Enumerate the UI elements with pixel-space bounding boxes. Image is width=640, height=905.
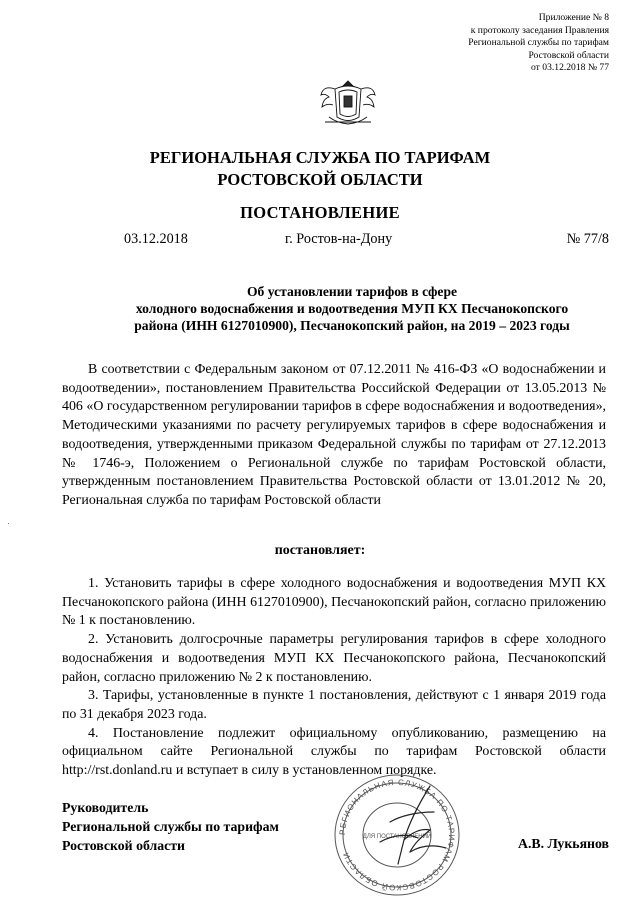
document-date: 03.12.2018 — [124, 231, 188, 247]
resolution-item: 2. Установить долгосрочные параметры регулирования тарифов в сфере холодного водоснабжения и водоотведения МУП КХ Песчанокопского района, Песчанокопский район, согласно приложению № 2 к постановлению. — [62, 632, 606, 685]
signatory-title-line: Ростовской области — [62, 838, 186, 853]
seal-inner-text: ДЛЯ ПОСТАНОВЛЕНИЙ — [362, 834, 432, 840]
coat-of-arms-icon — [315, 77, 381, 127]
document-subject — [62, 283, 640, 334]
preamble-paragraph: В соответствии с Федеральным законом от 07.12.2011 № 416-ФЗ «О водоснабжении и водоотведении», постановлением Правительства Российской Федерации от 13.05.2013 № 406 «О государственном регулировании тарифов в сфере водоснабжения и водоотведения», Методическими указаниями по расчету регулируемых тарифов в сфере водоснабжения и водоотведения, утвержденными приказом Федеральной службы по тарифам от 27.12.2013 № 1746-э, Положением о Региональной службе по тарифам Ростовской области, утвержденным постановлением Правительства Ростовской области от 13.01.2012 № 20, Региональная служба по тарифам Ростовской области — [62, 362, 606, 508]
appendix-note — [468, 12, 609, 75]
resolution-item: 4. Постановление подлежит официальному опубликованию, размещению на официальном сайте Региональной службы по тарифам Ростовской области http://rst.donland.ru и вступает в силу в установленном порядке. — [62, 725, 606, 779]
seal-outer-text: РЕГИОНАЛЬНАЯ СЛУЖБА ПО ТАРИФАМ РОСТОВСКОЙ ОБЛАСТИ — [337, 777, 457, 893]
subject-line: района (ИНН 6127010900), Песчанокопский район, на 2019 – 2023 годы — [134, 318, 570, 333]
org-line: РОСТОВСКОЙ ОБЛАСТИ — [217, 170, 423, 189]
handwritten-signature — [360, 782, 460, 872]
signatory-name: А.В. Лукьянов — [517, 836, 609, 851]
resolution-item: 3. Тарифы, установленные в пункте 1 постановления, действуют с 1 января 2019 года по 31 декабря 2023 года. — [62, 688, 606, 722]
org-line: РЕГИОНАЛЬНАЯ СЛУЖБА ПО ТАРИФАМ — [149, 148, 491, 167]
subject-line: Об установлении тарифов в сфере — [246, 284, 458, 299]
resolution-item: 1. Установить тарифы в сфере холодного водоснабжения и водоотведения МУП КХ Песчанокопского района (ИНН 6127010900), Песчанокопский район, согласно приложению № 1 к постановлению. — [62, 576, 606, 629]
appendix-line: Приложение № 8 — [538, 12, 609, 23]
document-type: ПОСТАНОВЛЕНИЕ — [240, 203, 400, 222]
signatory-title-line: Региональной службы по тарифам — [62, 819, 279, 834]
resolution-items — [62, 575, 606, 781]
resolves-heading: постановляет: — [274, 543, 366, 558]
margin-mark — [8, 523, 9, 524]
appendix-line: от 03.12.2018 № 77 — [531, 62, 609, 74]
signatory-title — [62, 798, 279, 855]
appendix-line: к протоколу заседания Правления — [470, 24, 609, 36]
appendix-line: Региональной службы по тарифам — [468, 37, 609, 49]
document-number: № 77/8 — [566, 231, 609, 247]
subject-line: холодного водоснабжения и водоотведения МУП КХ Песчанокопского — [135, 301, 569, 316]
organization-name — [0, 147, 640, 191]
signatory-title-line: Руководитель — [62, 800, 149, 815]
appendix-line: Ростовской области — [528, 49, 609, 61]
document-place: г. Ростов-на-Дону — [285, 231, 393, 247]
